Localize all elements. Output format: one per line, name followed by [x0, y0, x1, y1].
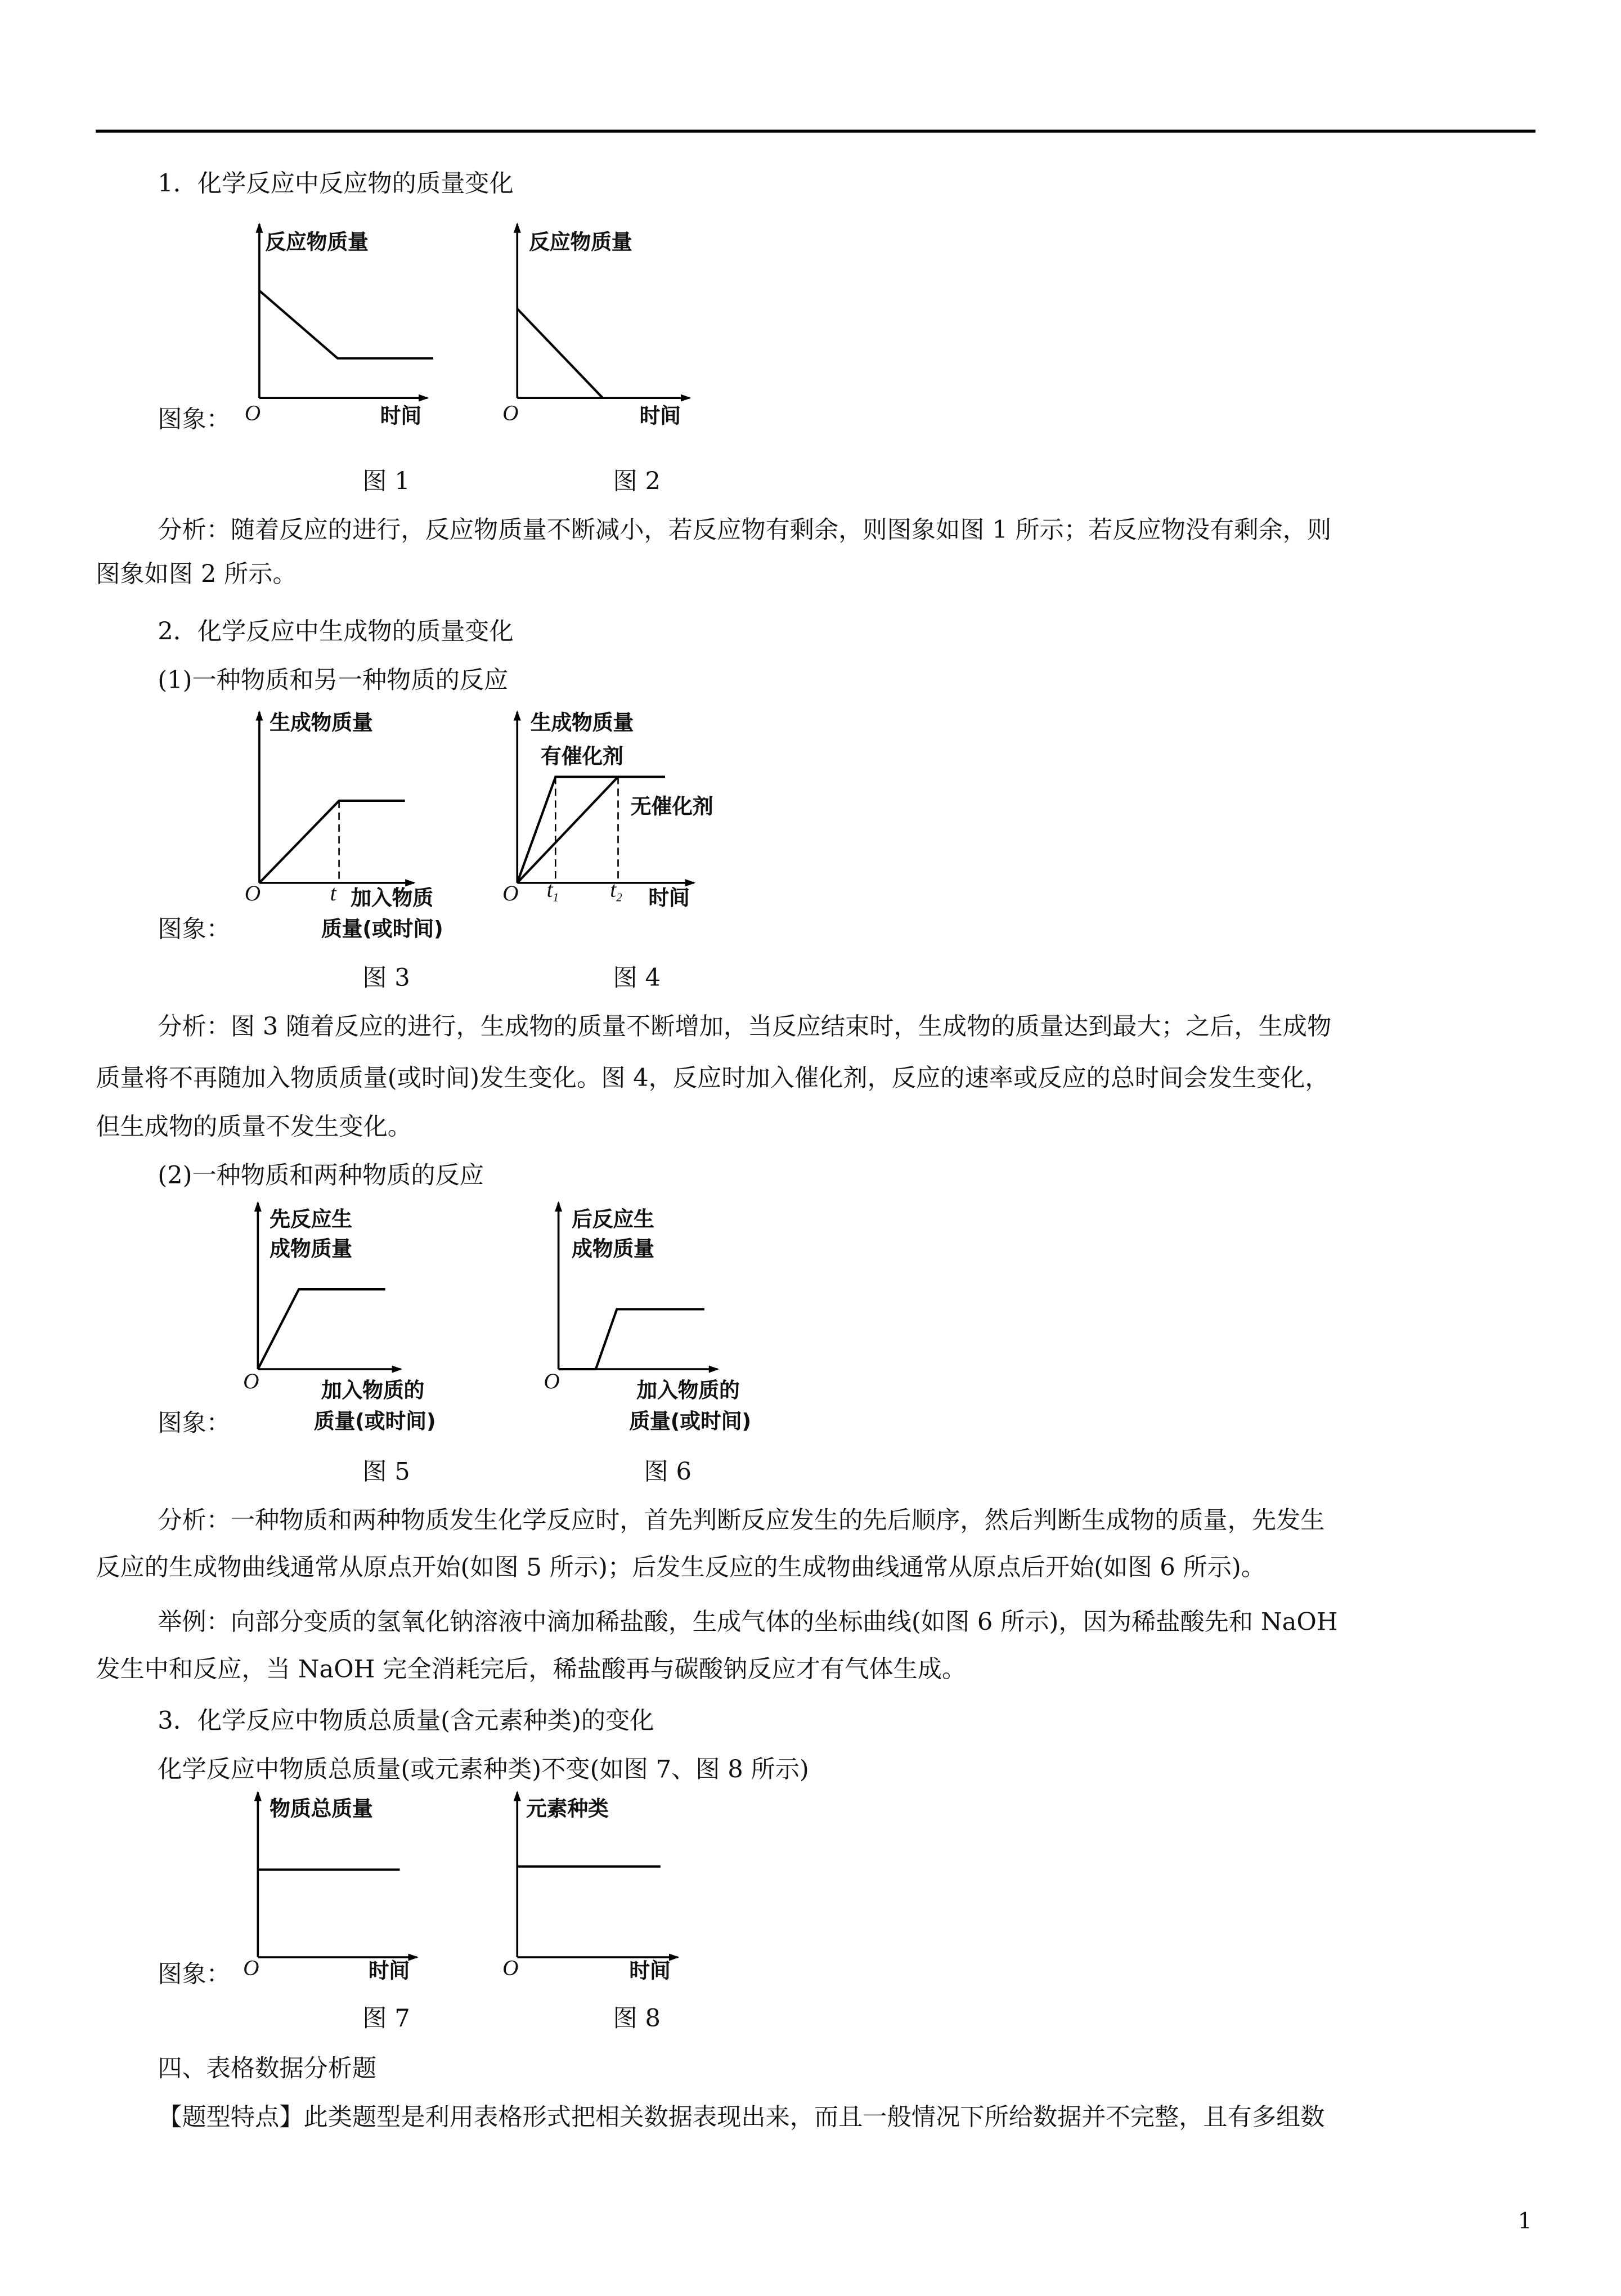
fig1-caption: 图 1 — [362, 467, 410, 495]
fig5-origin: O — [243, 1370, 259, 1394]
fig4-origin: O — [502, 882, 519, 907]
fig3-caption: 图 3 — [362, 963, 410, 992]
section2-analysis-line2: 质量将不再随加入物质质量(或时间)发生变化。图 4，反应时加入催化剂，反应的速率或反应的总时间会发生变化， — [96, 1064, 1330, 1092]
section2-analysis2-line2: 反应的生成物曲线通常从原点开始(如图 5 所示)；后发生反应的生成物曲线通常从原点后开始(如图 6 所示)。 — [96, 1553, 1266, 1582]
fig4-ylabel: 生成物质量 — [530, 711, 634, 736]
fig3-series-1-line — [259, 801, 405, 883]
fig3-xlabel-line2: 质量(或时间) — [321, 918, 443, 942]
fig8-caption: 图 8 — [613, 2004, 661, 2033]
fig1-xlabel: 时间 — [380, 405, 422, 429]
fig3-xlabel-line1: 加入物质 — [351, 887, 433, 911]
fig8-xlabel: 时间 — [629, 1960, 671, 1984]
fig1-origin: O — [244, 402, 261, 426]
fig5-xlabel-line2: 质量(或时间) — [313, 1410, 436, 1434]
fig2-caption: 图 2 — [613, 467, 661, 495]
section2-analysis2-line1: 分析：一种物质和两种物质发生化学反应时，首先判断反应发生的先后顺序，然后判断生成物的质量，先发生 — [158, 1506, 1325, 1535]
section3-heading: 3．化学反应中物质总质量(含元素种类)的变化 — [158, 1706, 654, 1735]
fig7-origin: O — [243, 1957, 259, 1981]
fig6-xlabel-line1: 加入物质的 — [636, 1379, 740, 1403]
section2-example-line1: 举例：向部分变质的氢氧化钠溶液中滴加稀盐酸，生成气体的坐标曲线(如图 6 所示)，因为稀盐酸先和 NaOH — [158, 1608, 1338, 1636]
fig5-series-1-line — [258, 1289, 385, 1369]
section2-analysis-line3: 但生成物的质量不发生变化。 — [96, 1113, 412, 1141]
fig8-origin: O — [502, 1957, 519, 1981]
fig7-caption: 图 7 — [362, 2004, 410, 2033]
fig4-xlabel: 时间 — [648, 887, 690, 911]
section2-example-line2: 发生中和反应，当 NaOH 完全消耗完后，稀盐酸再与碳酸钠反应才有气体生成。 — [96, 1655, 967, 1683]
fig5-xlabel-line1: 加入物质的 — [321, 1379, 425, 1403]
fig6-xlabel-line2: 质量(或时间) — [629, 1410, 752, 1434]
fig2-xlabel: 时间 — [639, 405, 681, 429]
section4-feature-line: 【题型特点】此类题型是利用表格形式把相关数据表现出来，而且一般情况下所给数据并不完整，且有多组数 — [158, 2103, 1325, 2132]
fig5-ylabel-line2: 成物质量 — [270, 1237, 352, 1262]
fig2-origin: O — [502, 402, 519, 426]
fig4-tick-t1: $t_1$ — [546, 879, 559, 904]
image-label: 图象： — [158, 1960, 231, 1989]
fig3-ylabel: 生成物质量 — [270, 711, 373, 736]
fig1-ylabel: 反应物质量 — [265, 231, 369, 255]
section2-analysis-line1: 分析：图 3 随着反应的进行，生成物的质量不断增加，当反应结束时，生成物的质量达到最大；之后，生成物 — [158, 1012, 1332, 1041]
fig4-series-1-line — [517, 777, 665, 882]
fig5-caption: 图 5 — [362, 1458, 410, 1486]
fig4-series-2-line — [517, 777, 618, 882]
fig5-ylabel-line1: 先反应生 — [270, 1208, 352, 1232]
image-label: 图象： — [158, 405, 231, 433]
fig7-ylabel: 物质总质量 — [270, 1798, 373, 1822]
section1-analysis-line2: 图象如图 2 所示。 — [96, 560, 297, 588]
image-label: 图象： — [158, 1409, 231, 1437]
section1-heading: 1．化学反应中反应物的质量变化 — [158, 169, 514, 198]
section4-heading: 四、表格数据分析题 — [158, 2054, 377, 2083]
section2-sub2: (2)一种物质和两种物质的反应 — [158, 1161, 484, 1190]
fig1-series-1-line — [259, 290, 433, 358]
section2-sub1: (1)一种物质和另一种物质的反应 — [158, 666, 509, 694]
fig7-xlabel: 时间 — [368, 1960, 410, 1984]
fig4-legend-with-catalyst: 有催化剂 — [541, 746, 623, 770]
fig6-ylabel-line2: 成物质量 — [572, 1237, 654, 1262]
fig4-tick-t2: $t_2$ — [610, 879, 622, 904]
fig4-caption: 图 4 — [613, 963, 661, 992]
image-label: 图象： — [158, 915, 231, 944]
fig3-tick-t: t — [330, 882, 336, 907]
section3-line: 化学反应中物质总质量(或元素种类)不变(如图 7、图 8 所示) — [158, 1755, 809, 1783]
fig2-series-1-line — [517, 309, 603, 398]
fig6-series-1-line — [559, 1309, 704, 1369]
section1-analysis-line1: 分析：随着反应的进行，反应物质量不断减小，若反应物有剩余，则图象如图 1 所示；若反应物没有剩余，则 — [158, 515, 1332, 544]
fig3-origin: O — [244, 882, 261, 907]
fig6-caption: 图 6 — [644, 1458, 691, 1486]
section2-heading: 2．化学反应中生成物的质量变化 — [158, 617, 514, 646]
fig2-ylabel: 反应物质量 — [529, 231, 632, 255]
fig4-legend-without-catalyst: 无催化剂 — [630, 796, 713, 820]
fig6-ylabel-line1: 后反应生 — [572, 1208, 654, 1232]
page-number: 1 — [1517, 2208, 1532, 2235]
fig8-ylabel: 元素种类 — [526, 1798, 609, 1822]
fig6-origin: O — [544, 1370, 560, 1394]
